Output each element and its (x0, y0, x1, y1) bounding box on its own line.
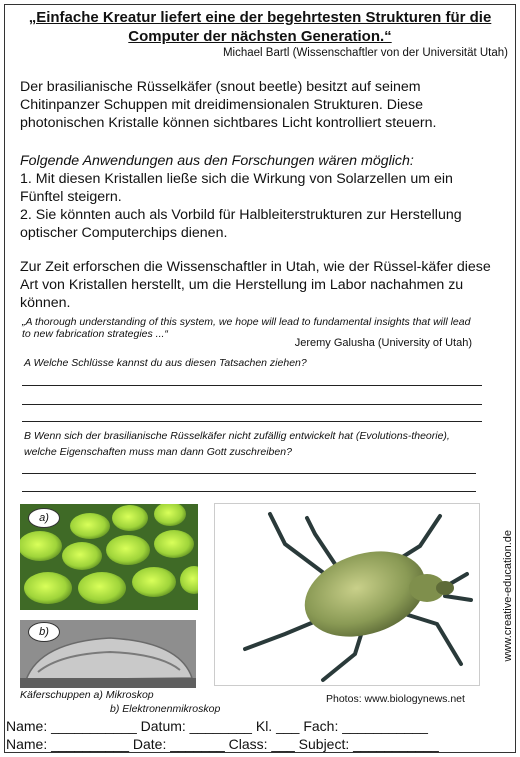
paragraph-intro: Der brasilianische Rüsselkäfer (snout beetle) besitzt auf seinem Chitinpanzer Schuppen mit dreidimensionalen Strukturen. Diese photonischen Kristalle können sichtbares Licht kontrolliert steuern. (20, 79, 437, 131)
quote-author: Jeremy Galusha (University of Utah) (294, 337, 472, 349)
application-point-1: 1. Mit diesen Kristallen ließe sich die Wirkung von Solarzellen um ein Fünftel steigern. (20, 171, 453, 205)
beetle-illustration (215, 504, 480, 686)
answer-line[interactable] (22, 404, 482, 405)
photo-credit: Photos: www.biologynews.net (326, 693, 465, 705)
website-credit: www.creative-education.de (502, 530, 514, 662)
beetle-photo (214, 503, 480, 686)
form-row-english[interactable]: Name: __________ Date: _______ Class: ___ Subject: ___________ (6, 736, 439, 752)
applications-list (20, 170, 500, 242)
question-a: A Welche Schlüsse kannst du aus diesen Tatsachen ziehen? (24, 357, 307, 369)
caption-electron: b) Elektronenmikroskop (110, 703, 221, 715)
microscope-image (20, 504, 198, 610)
caption-scales: Käferschuppen a) Mikroskop (20, 689, 154, 701)
paragraph-research: Zur Zeit erforschen die Wissenschaftler in Utah, wie der Rüssel-käfer diese Art von Kristallen herstellt, um die Herstellung im Labor nachahmen zu können. (20, 259, 491, 311)
page-title: „Einfache Kreatur liefert eine der begehrtesten Strukturen für die Computer der nächsten Generation.“ (28, 9, 492, 45)
applications-heading: Folgende Anwendungen aus den Forschungen wären möglich: (20, 153, 414, 169)
application-point-2: 2. Sie könnten auch als Vorbild für Halbleiterstrukturen zur Herstellung optischer Computerchips dienen. (20, 207, 462, 241)
form-row-german[interactable]: Name: ___________ Datum: ________ Kl. ___ Fach: ___________ (6, 718, 428, 734)
question-b: B Wenn sich der brasilianische Rüsselkäfer nicht zufällig entwickelt hat (Evolutions-theorie), welche Eigenschaften muss man dann Gott zuschreiben? (24, 430, 450, 458)
electron-microscope-image (20, 620, 196, 688)
label-a: a) (28, 508, 60, 528)
attribution: Michael Bartl (Wissenschaftler von der Universität Utah) (222, 47, 508, 59)
label-b: b) (28, 622, 60, 642)
answer-line[interactable] (22, 421, 482, 422)
answer-line[interactable] (22, 473, 476, 474)
answer-line[interactable] (22, 385, 482, 386)
quote: „A thorough understanding of this system, we hope will lead to fundamental insights that will lead to new fabrication strategies ...“ (22, 316, 471, 340)
answer-line[interactable] (22, 491, 476, 492)
